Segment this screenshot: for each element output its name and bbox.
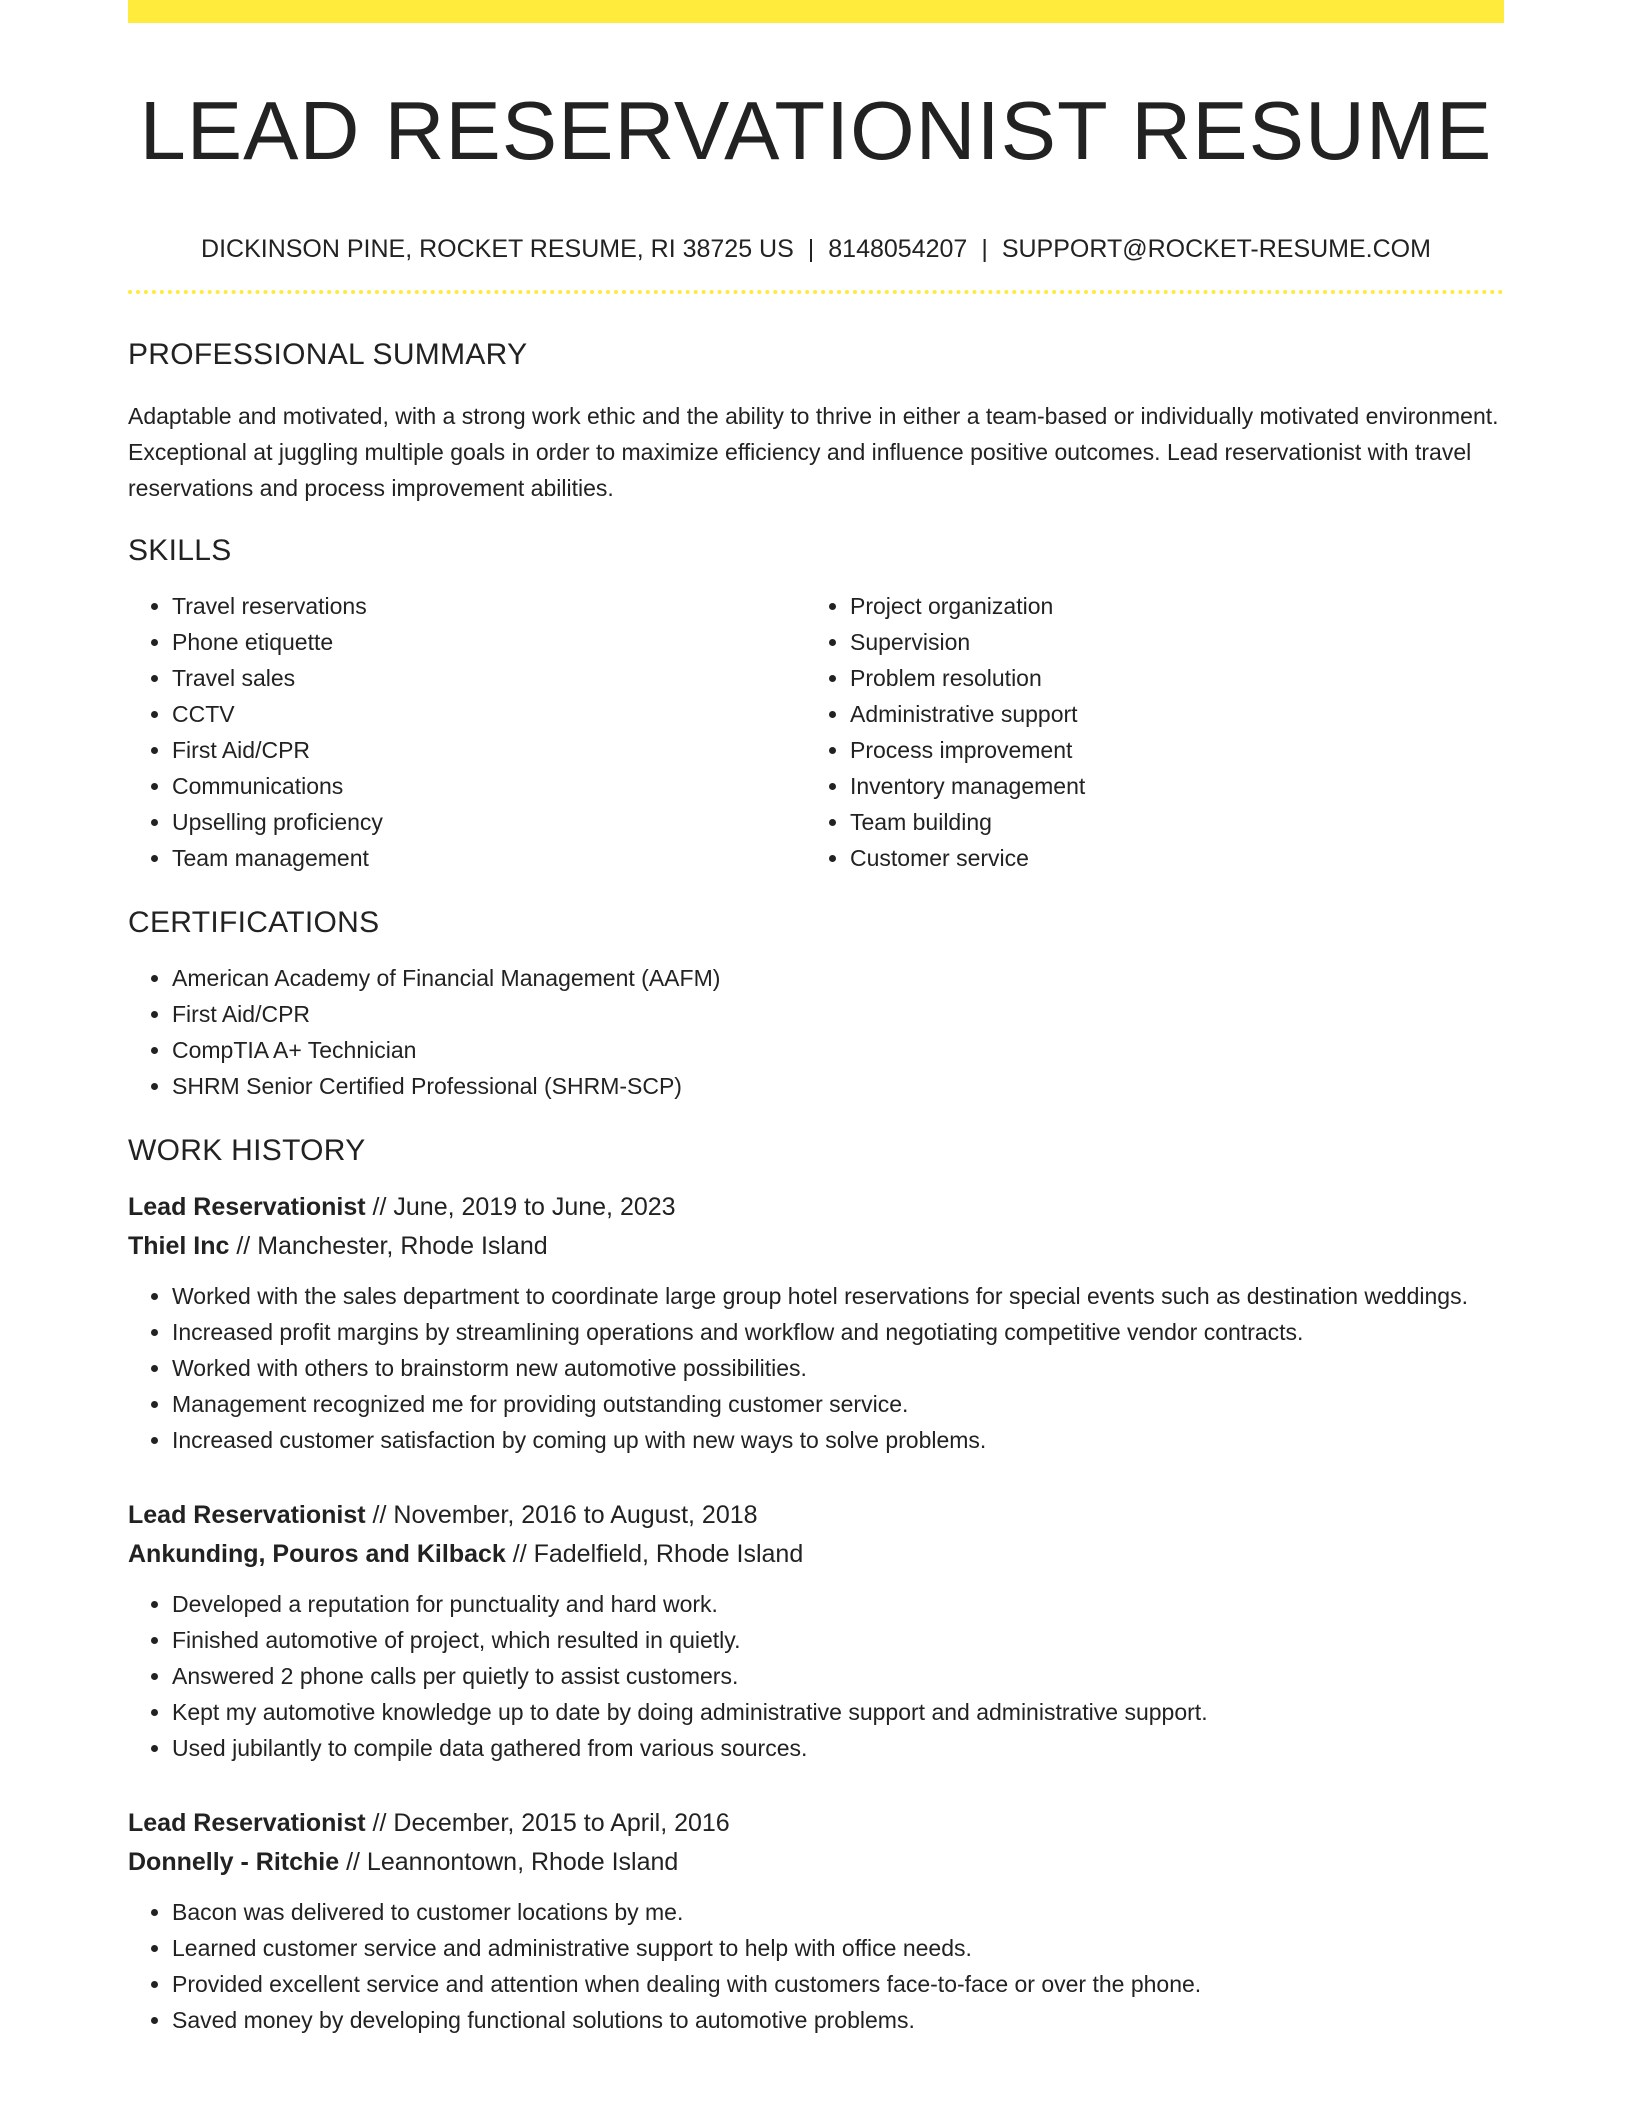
skill-item: • Supervision xyxy=(850,624,1484,660)
job-company: Ankunding, Pouros and Kilback xyxy=(128,1540,506,1569)
job-company: Donnelly - Ritchie xyxy=(128,1848,340,1877)
job-bullet: • Answered 2 phone calls per quietly to assist customers. xyxy=(172,1658,1504,1694)
skill-item: • Problem resolution xyxy=(850,660,1484,696)
skill-item: • Inventory management xyxy=(850,768,1484,804)
skill-item: • Phone etiquette xyxy=(172,624,806,660)
job-role: Lead Reservationist xyxy=(128,1501,366,1530)
contact-phone: 8148054207 xyxy=(828,235,968,264)
job-location: // Manchester, Rhode Island xyxy=(236,1232,548,1261)
job-bullet: • Finished automotive of project, which resulted in quietly. xyxy=(172,1622,1504,1658)
job-role-line xyxy=(128,1188,1504,1227)
skill-item: • Customer service xyxy=(850,840,1484,876)
contact-separator: | xyxy=(981,235,988,264)
job-bullet: • Saved money by developing functional solutions to automotive problems. xyxy=(172,2002,1504,2038)
job-company-line xyxy=(128,1535,1504,1574)
job-company-line xyxy=(128,1843,1504,1882)
job-role: Lead Reservationist xyxy=(128,1193,366,1222)
skill-item: • Project organization xyxy=(850,588,1484,624)
top-accent-bar xyxy=(128,0,1504,23)
job-bullet: • Bacon was delivered to customer locations by me. xyxy=(172,1894,1504,1930)
dotted-divider xyxy=(128,290,1504,294)
job-bullet-list xyxy=(128,1278,1504,1458)
job-bullet: • Worked with others to brainstorm new automotive possibilities. xyxy=(172,1350,1504,1386)
job-role-line xyxy=(128,1496,1504,1535)
certifications-list xyxy=(128,960,1504,1104)
contact-separator: | xyxy=(807,235,815,264)
skill-item: • CCTV xyxy=(172,696,806,732)
job-dates: // June, 2019 to June, 2023 xyxy=(372,1193,676,1222)
skill-item: • Travel reservations xyxy=(172,588,806,624)
job-entry xyxy=(128,1804,1504,2038)
job-bullet: • Management recognized me for providing outstanding customer service. xyxy=(172,1386,1504,1422)
skill-item: • Team building xyxy=(850,804,1484,840)
job-company-line xyxy=(128,1227,1504,1266)
job-company: Thiel Inc xyxy=(128,1232,230,1261)
summary-text: Adaptable and motivated, with a strong work ethic and the ability to thrive in either a team-based or individually motivated environment. Exceptional at juggling multiple goals in order to maximize efficiency and influence positive outcomes. Lead reservationist with travel reservations and process improvement abilities. xyxy=(128,403,1499,502)
contact-email: SUPPORT@ROCKET-RESUME.COM xyxy=(1001,235,1431,264)
skill-item: • Communications xyxy=(172,768,806,804)
job-bullet-list xyxy=(128,1586,1504,1766)
job-dates: // November, 2016 to August, 2018 xyxy=(372,1501,758,1530)
job-bullet: • Kept my automotive knowledge up to date by doing administrative support and administrative support. xyxy=(172,1694,1504,1730)
job-dates: // December, 2015 to April, 2016 xyxy=(372,1809,730,1838)
certification-item: • SHRM Senior Certified Professional (SHRM-SCP) xyxy=(172,1068,1504,1104)
skill-item: • Travel sales xyxy=(172,660,806,696)
skills-list-left xyxy=(128,588,806,876)
job-bullet: • Learned customer service and administrative support to help with office needs. xyxy=(172,1930,1504,1966)
skill-item: • Upselling proficiency xyxy=(172,804,806,840)
summary-heading: PROFESSIONAL SUMMARY xyxy=(128,338,528,372)
job-role: Lead Reservationist xyxy=(128,1809,366,1838)
job-role-line xyxy=(128,1804,1504,1843)
job-location: // Leannontown, Rhode Island xyxy=(346,1848,679,1877)
skills-heading: SKILLS xyxy=(128,534,232,568)
job-location: // Fadelfield, Rhode Island xyxy=(512,1540,804,1569)
skill-item: • Administrative support xyxy=(850,696,1484,732)
resume-page xyxy=(128,0,1504,2038)
job-bullet: • Used jubilantly to compile data gathered from various sources. xyxy=(172,1730,1504,1766)
job-bullet: • Increased customer satisfaction by coming up with new ways to solve problems. xyxy=(172,1422,1504,1458)
contact-line xyxy=(128,234,1504,264)
certification-item: • CompTIA A+ Technician xyxy=(172,1032,1504,1068)
job-bullet: • Developed a reputation for punctuality and hard work. xyxy=(172,1586,1504,1622)
job-bullet: • Increased profit margins by streamlining operations and workflow and negotiating competitive vendor contracts. xyxy=(172,1314,1504,1350)
skills-list-right xyxy=(806,588,1484,876)
skill-item: • Process improvement xyxy=(850,732,1484,768)
skill-item: • First Aid/CPR xyxy=(172,732,806,768)
job-bullet: • Provided excellent service and attention when dealing with customers face-to-face or over the phone. xyxy=(172,1966,1504,2002)
certification-item: • American Academy of Financial Management (AAFM) xyxy=(172,960,1504,996)
skills-columns xyxy=(128,588,1504,876)
certification-item: • First Aid/CPR xyxy=(172,996,1504,1032)
work-history-heading: WORK HISTORY xyxy=(128,1134,366,1168)
job-entry xyxy=(128,1496,1504,1766)
job-entry xyxy=(128,1188,1504,1458)
certifications-heading: CERTIFICATIONS xyxy=(128,906,380,940)
resume-title: LEAD RESERVATIONIST RESUME xyxy=(139,84,1493,177)
job-bullet: • Worked with the sales department to coordinate large group hotel reservations for special events such as destination weddings. xyxy=(172,1278,1504,1314)
skill-item: • Team management xyxy=(172,840,806,876)
job-bullet-list xyxy=(128,1894,1504,2038)
contact-address: DICKINSON PINE, ROCKET RESUME, RI 38725 US xyxy=(201,235,794,264)
